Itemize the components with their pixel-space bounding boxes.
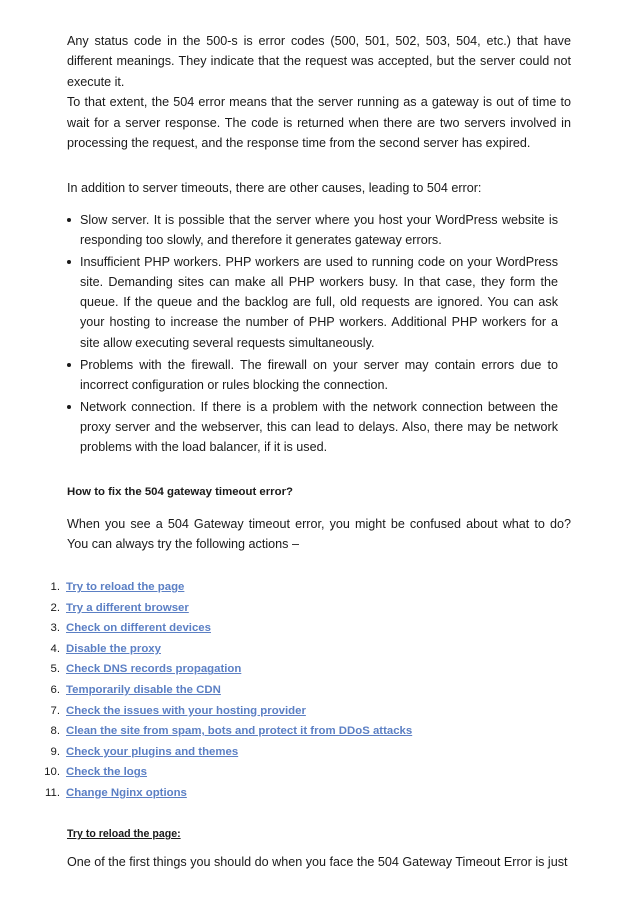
bullet-icon	[67, 218, 71, 222]
reload-subheading: Try to reload the page:	[67, 828, 181, 840]
list-item	[30, 762, 412, 783]
list-item	[30, 680, 412, 701]
action-link-check-logs[interactable]: Check the logs	[66, 766, 148, 779]
list-number: 6.	[50, 683, 60, 696]
action-link-nginx-options[interactable]: Change Nginx options	[66, 786, 187, 799]
cause-text: Slow server. It is possible that the server where you host your WordPress website is responding too slowly, and therefore it generates gateway errors.	[80, 213, 558, 248]
bullet-icon	[67, 363, 71, 367]
list-number: 7.	[50, 704, 60, 717]
causes-intro-block	[67, 178, 571, 198]
cause-item	[67, 252, 558, 352]
bullet-icon	[67, 260, 71, 264]
status-codes-paragraph: Any status code in the 500-s is error codes (500, 501, 502, 503, 504, etc.) that have different meanings. They indicate that the request was accepted, but the server could not execute it.	[67, 34, 571, 89]
action-link-clean-spam[interactable]: Clean the site from spam, bots and protect it from DDoS attacks	[66, 725, 413, 738]
list-number: 1.	[50, 581, 60, 593]
causes-list	[67, 210, 558, 459]
list-number: 9.	[50, 745, 60, 758]
fix-intro-paragraph: When you see a 504 Gateway timeout error, you might be confused about what to do? You can always try the following actions –	[67, 517, 571, 552]
bullet-icon	[67, 405, 71, 409]
cause-text: Insufficient PHP workers. PHP workers are used to running code on your WordPress site. Demanding sites can make all PHP workers busy. In that case, they form the queue. If the queue and the backlog are full, old requests are ignored. You can ask your hosting to increase the number of PHP workers. Additional PHP workers for a site allow executing several requests simultaneously.	[80, 255, 558, 350]
list-number: 8.	[50, 725, 60, 738]
cause-text: Network connection. If there is a problem with the network connection between the proxy server and the webserver, this can lead to delays. Also, there may be network problems with the load balancer, if it is used.	[80, 399, 558, 455]
causes-intro-paragraph: In addition to server timeouts, there are other causes, leading to 504 error:	[67, 181, 482, 195]
list-item	[30, 577, 412, 598]
list-item	[30, 618, 412, 639]
actions-list	[30, 577, 412, 804]
fix-heading: How to fix the 504 gateway timeout error?	[67, 486, 293, 498]
action-link-dns-propagation[interactable]: Check DNS records propagation	[66, 663, 242, 676]
action-link-reload-page[interactable]: Try to reload the page	[66, 581, 185, 593]
action-link-plugins-themes[interactable]: Check your plugins and themes	[66, 745, 239, 758]
list-item	[30, 742, 412, 763]
cause-text: Problems with the firewall. The firewall on your server may contain errors due to incorrect configuration or rules blocking the connection.	[80, 357, 558, 392]
reload-body-block	[67, 852, 571, 872]
list-item	[30, 701, 412, 722]
action-link-different-devices[interactable]: Check on different devices	[66, 622, 211, 635]
list-number: 5.	[50, 663, 60, 676]
action-link-disable-proxy[interactable]: Disable the proxy	[66, 642, 161, 655]
list-number: 4.	[50, 642, 60, 655]
action-link-disable-cdn[interactable]: Temporarily disable the CDN	[66, 683, 221, 696]
reload-body-paragraph: One of the first things you should do when you face the 504 Gateway Timeout Error is just	[67, 855, 568, 869]
meaning-paragraph: To that extent, the 504 error means that the server running as a gateway is out of time to wait for a server response. The code is returned when there are two servers involved in processing the request, and the response time from the second server has expired.	[67, 95, 571, 151]
action-link-hosting-provider[interactable]: Check the issues with your hosting provider	[66, 704, 306, 717]
list-number: 3.	[50, 622, 60, 635]
list-item	[30, 639, 412, 660]
action-link-different-browser[interactable]: Try a different browser	[66, 601, 189, 614]
status-codes-section	[67, 31, 571, 153]
fix-intro-block	[67, 514, 571, 555]
list-number: 10.	[44, 766, 60, 779]
cause-item	[67, 355, 558, 395]
cause-item	[67, 210, 558, 250]
list-number: 11.	[45, 786, 60, 799]
list-item	[30, 598, 412, 619]
list-item	[30, 783, 412, 804]
cause-item	[67, 397, 558, 457]
list-item	[30, 721, 412, 742]
list-number: 2.	[50, 601, 60, 614]
list-item	[30, 659, 412, 680]
